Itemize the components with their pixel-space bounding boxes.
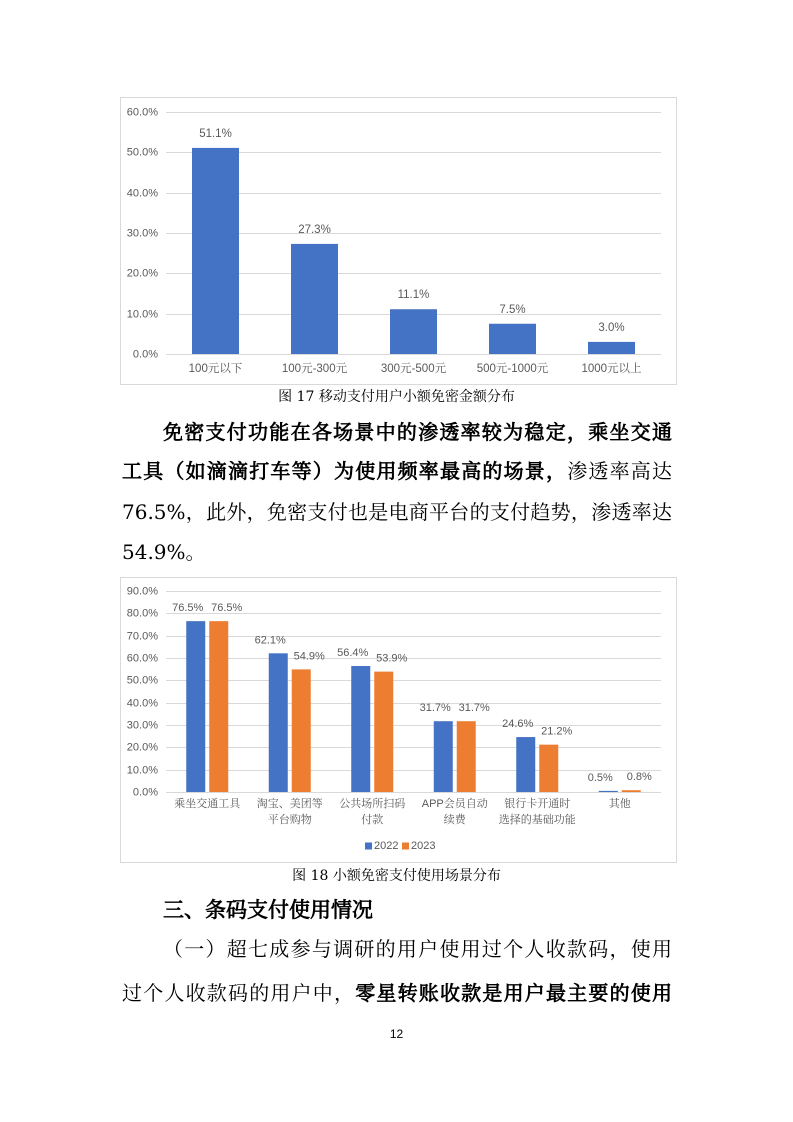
chart-17-canvas <box>121 98 676 384</box>
data-label: 31.7% <box>419 702 451 715</box>
x-tick-label: 乘坐交通工具 <box>174 798 241 810</box>
data-label: 3.0% <box>598 321 625 334</box>
y-tick-label: 70.0% <box>126 630 158 643</box>
y-tick-label: 0.0% <box>132 348 158 361</box>
paragraph-1-line-1 <box>163 412 672 452</box>
bar-2023 <box>374 672 393 792</box>
section-heading: 三、条码支付使用情况 <box>163 898 373 922</box>
y-tick-label: 30.0% <box>126 227 158 240</box>
data-label: 76.5% <box>172 602 204 615</box>
bar-2022 <box>516 737 535 792</box>
bar-2023 <box>292 669 311 792</box>
bar-2023 <box>539 745 558 792</box>
bar-2022 <box>351 666 370 792</box>
paragraph-2-line-1 <box>163 929 672 969</box>
x-tick-label: 100元以下 <box>188 363 243 375</box>
legend-swatch <box>365 843 372 850</box>
y-tick-label: 60.0% <box>126 652 158 665</box>
y-tick-label: 90.0% <box>126 585 158 598</box>
bar <box>192 148 239 354</box>
bar <box>390 309 437 354</box>
chart-usage-scenario-distribution <box>120 577 677 863</box>
paragraph-1-text: 54.9%。 <box>122 540 206 564</box>
y-tick-label: 80.0% <box>126 607 158 620</box>
data-label: 0.8% <box>626 771 652 784</box>
y-tick-label: 40.0% <box>126 697 158 710</box>
data-label: 24.6% <box>502 718 534 731</box>
paragraph-2-text: 过个人收款码的用户中， <box>122 981 356 1005</box>
figure-18-caption: 图 18 小额免密支付使用场景分布 <box>292 868 501 884</box>
bar-2023 <box>622 790 641 792</box>
data-label: 62.1% <box>254 634 286 647</box>
data-label: 53.9% <box>376 652 408 665</box>
chart-payment-amount-distribution <box>120 97 677 385</box>
data-label: 0.5% <box>587 771 613 784</box>
bar <box>489 324 536 354</box>
data-label: 11.1% <box>397 289 430 302</box>
x-tick-label: 300元-500元 <box>380 363 447 375</box>
legend-swatch <box>402 843 409 850</box>
y-tick-label: 40.0% <box>126 187 158 200</box>
data-label: 54.9% <box>293 650 325 663</box>
figure-17-caption: 图 17 移动支付用户小额免密金额分布 <box>278 389 515 405</box>
y-tick-label: 10.0% <box>126 308 158 321</box>
data-label: 7.5% <box>499 303 526 316</box>
y-tick-label: 30.0% <box>126 719 158 732</box>
x-tick-label: 银行卡开通时 <box>504 798 571 810</box>
paragraph-1-line-3 <box>122 492 672 532</box>
data-label: 76.5% <box>211 602 243 615</box>
x-tick-label: 500元-1000元 <box>476 363 549 375</box>
bar-2022 <box>434 721 453 792</box>
page-number: 12 <box>389 1027 404 1041</box>
x-tick-label: 付款 <box>361 814 384 826</box>
data-label: 27.3% <box>298 223 331 236</box>
y-tick-label: 20.0% <box>126 741 158 754</box>
paragraph-1-line-4 <box>122 532 206 572</box>
bar <box>291 244 338 354</box>
y-tick-label: 50.0% <box>126 674 158 687</box>
x-tick-label: 1000元以上 <box>581 363 642 375</box>
x-tick-label: 淘宝、美团等 <box>256 798 323 810</box>
data-label: 31.7% <box>458 702 490 715</box>
bar-2022 <box>599 791 618 792</box>
data-label: 21.2% <box>541 725 573 738</box>
paragraph-1-bold-text: 免密支付功能在各场景中的渗透率较为稳定，乘坐交通 <box>163 420 672 444</box>
bar-2022 <box>269 653 288 792</box>
x-tick-label: 续费 <box>443 814 466 826</box>
y-tick-label: 10.0% <box>126 764 158 777</box>
bar-2023 <box>209 621 228 792</box>
chart-18-canvas <box>121 578 676 862</box>
x-tick-label: 公共场所扫码 <box>339 798 406 810</box>
x-tick-label: APP会员自动 <box>421 798 488 810</box>
x-tick-label: 其他 <box>608 798 631 810</box>
y-tick-label: 60.0% <box>126 106 158 119</box>
x-tick-label: 选择的基础功能 <box>498 814 576 826</box>
y-tick-label: 50.0% <box>126 146 158 159</box>
paragraph-1-line-2 <box>122 451 672 491</box>
paragraph-2-text: （一）超七成参与调研的用户使用过个人收款码，使用 <box>163 937 672 961</box>
bar-2022 <box>186 621 205 792</box>
bar-2023 <box>457 721 476 792</box>
legend-label: 2022 <box>374 840 399 852</box>
legend-label: 2023 <box>411 840 436 852</box>
data-label: 51.1% <box>199 127 232 140</box>
paragraph-2-bold-text: 零星转账收款是用户最主要的使用 <box>355 981 673 1005</box>
bar <box>588 342 635 354</box>
paragraph-1-bold-text: 工具（如滴滴打车等）为使用频率最高的场景， <box>122 459 568 483</box>
y-tick-label: 0.0% <box>132 786 158 799</box>
x-tick-label: 平台购物 <box>267 814 312 826</box>
paragraph-1-text: 76.5%，此外，免密支付也是电商平台的支付趋势，渗透率达 <box>122 500 672 524</box>
x-tick-label: 100元-300元 <box>281 363 348 375</box>
paragraph-2-line-2 <box>122 973 672 1013</box>
data-label: 56.4% <box>337 647 369 660</box>
paragraph-1-text: 渗透率高达 <box>567 459 673 483</box>
y-tick-label: 20.0% <box>126 267 158 280</box>
